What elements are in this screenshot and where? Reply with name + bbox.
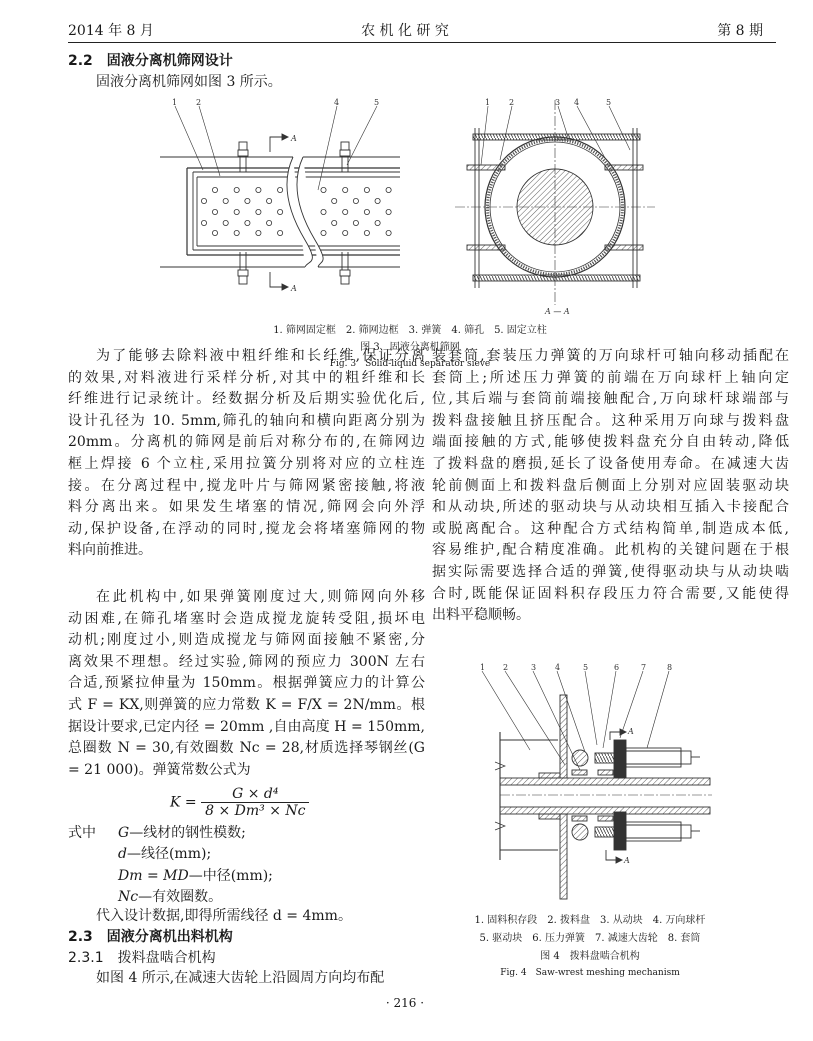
sieve-hole bbox=[278, 230, 283, 235]
definition-Dm bbox=[118, 865, 273, 885]
figure4-legend-line2: 5. 驱动块 6. 压力弹簧 7. 减速大齿轮 8. 套筒 bbox=[479, 933, 701, 944]
text-line: = 21 000)。弹簧常数公式为 bbox=[68, 761, 251, 778]
formula-denominator: 8 × Dm³ × Nc bbox=[205, 803, 306, 819]
sieve-hole bbox=[321, 209, 326, 214]
sieve-hole bbox=[212, 209, 217, 214]
text-line: 轮前侧面上和拨料盘后侧面上分别对应固装驱动块 bbox=[432, 477, 789, 494]
formula-lhs: K = bbox=[170, 794, 197, 811]
text-line: 容易维护,配合精度准确。此机构的关键问题在于根 bbox=[432, 542, 789, 559]
sieve-hole bbox=[278, 209, 283, 214]
sieve-hole bbox=[386, 230, 391, 235]
sieve-hole bbox=[353, 220, 358, 225]
text-line: 据设计要求,已定内径 = 20mm ,自由高度 H = 150mm, bbox=[68, 718, 425, 735]
text-line: 在此机构中,如果弹簧刚度过大,则筛网向外移 bbox=[96, 589, 425, 605]
fig4-label-7: 7 bbox=[641, 663, 647, 672]
text-line: 动机;刚度过小,则造成搅龙与筛网面接触不紧密,分 bbox=[68, 632, 425, 649]
sieve-hole bbox=[375, 220, 380, 225]
wire-diameter-result: 代入设计数据,即得所需线径 d = 4mm。 bbox=[96, 908, 352, 924]
sieve-hole bbox=[212, 230, 217, 235]
def-symbol: d bbox=[118, 846, 127, 862]
fig4-label-1: 1 bbox=[480, 663, 486, 672]
text-line: 设计孔径为 10. 5mm,筛孔的轴向和横向距离分别为 bbox=[68, 412, 425, 429]
fig3-right-label-2: 2 bbox=[509, 98, 515, 107]
text-line: 或脱离配合。这种配合方式结构简单,制造成本低, bbox=[432, 520, 789, 537]
fig4-label-5: 5 bbox=[583, 663, 589, 672]
text-line: 为了能够去除料液中粗纤维和长纤维,保证分离 bbox=[96, 348, 425, 364]
figure3-caption-cn: 图 3 固液分离机筛网 bbox=[360, 342, 460, 353]
fig3-right-label-4: 4 bbox=[574, 98, 580, 107]
text-line: 框上焊接 6 个立柱,采用拉簧分别将对应的立柱连 bbox=[68, 456, 425, 472]
def-text: —有效圈数。 bbox=[138, 889, 223, 905]
where-label: 式中 bbox=[68, 825, 96, 841]
text-line: 式 F = KX,则弹簧的应力常数 K = F/X = 2N/mm。根 bbox=[68, 697, 425, 713]
fig4-label-3: 3 bbox=[531, 663, 537, 672]
fig4-section-mark-top: A bbox=[628, 727, 634, 736]
bolt-left-bottom bbox=[238, 252, 248, 284]
figure4-drawing bbox=[482, 671, 712, 899]
text-line: 位,其后端与套筒前端接触配合,万向球杆球端部与 bbox=[432, 391, 789, 408]
fig3-left-label-1: 1 bbox=[172, 98, 178, 107]
fig3-left-label-2: 2 bbox=[196, 98, 202, 107]
sieve-hole bbox=[201, 198, 206, 203]
sieve-hole bbox=[386, 209, 391, 214]
fig3-left-label-4: 4 bbox=[334, 98, 340, 107]
sieve-hole bbox=[332, 198, 337, 203]
text-line: 合适,预紧拉伸量为 150mm。根据弹簧应力的计算公 bbox=[68, 675, 425, 692]
def-symbol: Nc bbox=[118, 889, 139, 905]
text-line: 离效果不理想。经过实验,筛网的预应力 300N 左右 bbox=[68, 653, 425, 670]
sieve-hole bbox=[332, 220, 337, 225]
sieve-hole bbox=[343, 209, 348, 214]
fig4-label-4: 4 bbox=[555, 663, 561, 672]
def-text: —线径(mm); bbox=[126, 846, 212, 862]
definition-Nc bbox=[118, 886, 222, 906]
sieve-hole bbox=[364, 230, 369, 235]
definition-d bbox=[118, 843, 211, 863]
fig3-right-label-3: 3 bbox=[555, 98, 561, 107]
sieve-hole bbox=[234, 230, 239, 235]
text-line: 装套筒,套装压力弹簧的万向球杆可轴向移动插配在 bbox=[432, 348, 789, 364]
figure4-caption-en: Fig. 4 Saw-wrest meshing mechanism bbox=[500, 968, 680, 978]
sieve-hole bbox=[223, 198, 228, 203]
text-line: 和从动块,所述的驱动块与从动块相互插入卡接配合 bbox=[432, 499, 789, 516]
section-heading-2-2: 2.2 固液分离机筛网设计 bbox=[68, 53, 233, 69]
fig3-section-mark-bottom: A bbox=[291, 284, 297, 293]
def-symbol: Dm = MD bbox=[118, 868, 189, 884]
sieve-hole bbox=[201, 220, 206, 225]
sieve-hole bbox=[234, 209, 239, 214]
text-line: 总圈数 N = 30,有效圈数 Nc = 28,材质选择琴钢丝(G bbox=[68, 740, 425, 757]
sieve-hole bbox=[278, 187, 283, 192]
text-line: 料向前推进。 bbox=[68, 542, 152, 559]
figure3-legend: 1. 筛网固定框 2. 筛网边框 3. 弹簧 4. 筛孔 5. 固定立柱 bbox=[273, 325, 547, 336]
header-journal-title: 农 机 化 研 究 bbox=[361, 23, 449, 39]
fig3-right-label-1: 1 bbox=[485, 98, 491, 107]
page-number: · 216 · bbox=[385, 996, 425, 1010]
def-symbol: G bbox=[118, 825, 130, 841]
sieve-hole bbox=[245, 220, 250, 225]
sieve-hole bbox=[223, 220, 228, 225]
sieve-hole bbox=[364, 187, 369, 192]
sieve-hole bbox=[234, 187, 239, 192]
text-line: 料分离出来。如果发生堵塞的情况,筛网会向外浮 bbox=[68, 499, 425, 516]
figure4-caption-cn: 图 4 拨料盘啮合机构 bbox=[540, 951, 640, 962]
sieve-hole bbox=[256, 230, 261, 235]
sieve-hole bbox=[343, 187, 348, 192]
text-line: 动困难,在筛孔堵塞时会造成搅龙旋转受阻,损坏电 bbox=[68, 610, 425, 627]
sieve-hole bbox=[256, 209, 261, 214]
section-heading-2-3-1: 2.3.1 拨料盘啮合机构 bbox=[68, 950, 216, 966]
sieve-hole bbox=[267, 198, 272, 203]
sieve-hole bbox=[267, 220, 272, 225]
text-line: 拨料盘接触且挤压配合。这种采用万向球与拨料盘 bbox=[432, 412, 789, 429]
text-line: 合时,既能保证固料积存段压力符合需要,又能使得 bbox=[432, 585, 789, 602]
fig3-right-label-5: 5 bbox=[606, 98, 612, 107]
figure3-sieve-elevation bbox=[160, 106, 400, 290]
header-date: 2014 年 8 月 bbox=[68, 23, 154, 39]
sieve-hole bbox=[212, 187, 217, 192]
text-line: 的效果,对料液进行采样分析,对其中的粗纤维和长 bbox=[68, 369, 425, 386]
text-line: 20mm。分离机的筛网是前后对称分布的,在筛网边 bbox=[68, 434, 425, 451]
def-text: —线材的钢性模数; bbox=[129, 825, 246, 841]
text-line: 端面接触的方式,能够使拨料盘充分自由转动,降低 bbox=[432, 434, 789, 451]
left-paragraph-3: 如图 4 所示,在减速大齿轮上沿圆周方向均布配 bbox=[96, 970, 385, 986]
formula-numerator: G × d⁴ bbox=[201, 786, 309, 803]
bolt-right-bottom bbox=[340, 252, 350, 284]
text-line: 接。在分离过程中,搅龙叶片与筛网紧密接触,将液 bbox=[68, 477, 425, 494]
section-heading-2-3: 2.3 固液分离机出料机构 bbox=[68, 929, 233, 945]
sieve-hole bbox=[364, 209, 369, 214]
sieve-hole bbox=[321, 187, 326, 192]
definition-G bbox=[118, 822, 246, 842]
figure3-section-view bbox=[455, 100, 655, 305]
fig3-left-label-5: 5 bbox=[374, 98, 380, 107]
fig4-label-8: 8 bbox=[667, 663, 673, 672]
fig4-label-6: 6 bbox=[614, 663, 620, 672]
section-intro: 固液分离机筛网如图 3 所示。 bbox=[96, 74, 282, 90]
text-line: 出料平稳顺畅。 bbox=[432, 607, 530, 624]
def-text: —中径(mm); bbox=[188, 868, 273, 884]
fig3-section-label: A — A bbox=[545, 307, 570, 316]
sieve-hole bbox=[245, 198, 250, 203]
text-line: 动,保护设备,在浮动的同时,搅龙会将堵塞筛网的物 bbox=[68, 520, 425, 537]
sieve-hole bbox=[343, 230, 348, 235]
header-issue: 第 8 期 bbox=[717, 23, 763, 39]
text-line: 套筒上;所述压力弹簧的前端在万向球杆上轴向定 bbox=[432, 369, 789, 386]
sieve-hole bbox=[353, 198, 358, 203]
sieve-hole bbox=[386, 187, 391, 192]
fig4-label-2: 2 bbox=[503, 663, 509, 672]
text-line: 了拨料盘的磨损,延长了设备使用寿命。在减速大齿 bbox=[432, 456, 789, 472]
fig4-section-mark-bottom: A bbox=[624, 856, 630, 865]
fig3-section-mark-top: A bbox=[291, 134, 297, 143]
sieve-hole bbox=[321, 230, 326, 235]
formula-fraction bbox=[201, 786, 309, 819]
figure4-legend-line1: 1. 固料积存段 2. 拨料盘 3. 从动块 4. 万向球杆 bbox=[474, 915, 706, 926]
spring-constant-formula bbox=[170, 786, 309, 819]
sieve-hole bbox=[256, 187, 261, 192]
text-line: 纤维进行记录统计。经数据分析及后期实验优化后, bbox=[68, 391, 425, 408]
text-line: 据实际需要选择合适的弹簧,使得驱动块与从动块啮 bbox=[432, 564, 789, 580]
sieve-hole bbox=[375, 198, 380, 203]
figure3-caption-en: Fig. 3 Solid-liquid separator sieve bbox=[329, 359, 491, 369]
